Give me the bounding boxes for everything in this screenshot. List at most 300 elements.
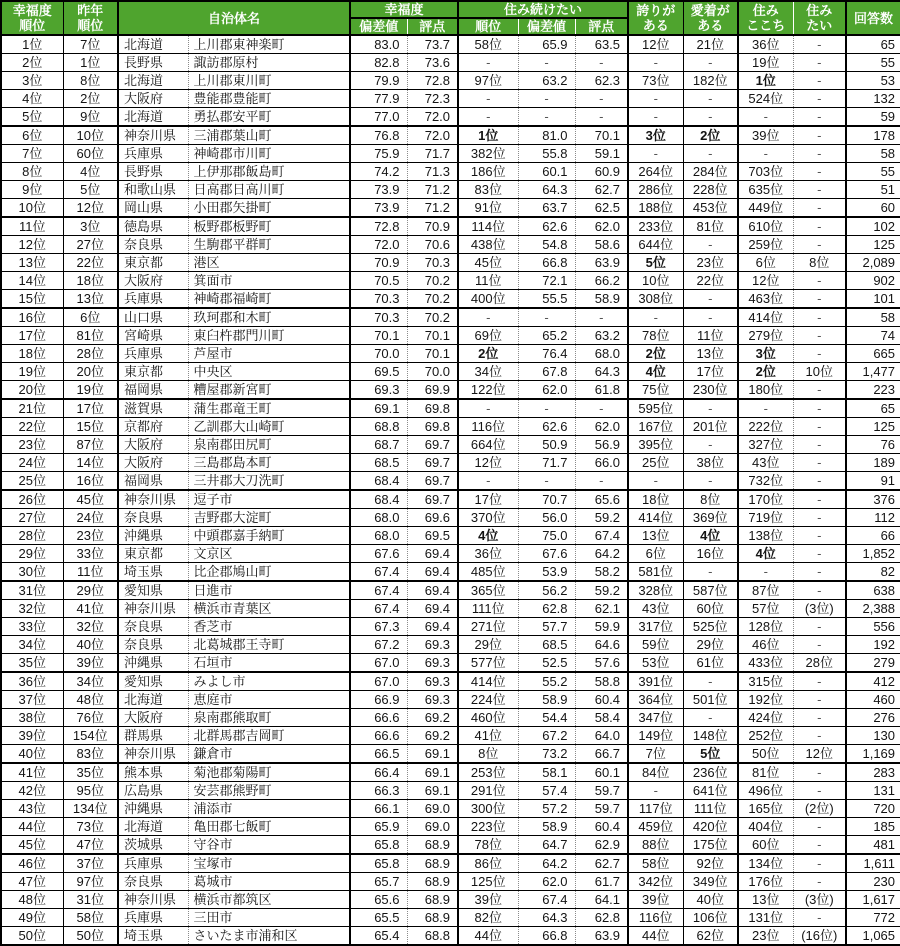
cell: 68.7 <box>350 436 407 454</box>
cell: 32位 <box>1 600 63 618</box>
cell: 68.9 <box>407 909 458 927</box>
cell: 12位 <box>628 35 683 54</box>
cell: 59.7 <box>575 782 628 800</box>
cell: - <box>793 691 846 709</box>
cell: 19位 <box>1 363 63 381</box>
cell: 29位 <box>1 545 63 563</box>
cell: 68.0 <box>350 527 407 545</box>
table-row <box>1 873 900 891</box>
cell: 20位 <box>63 363 118 381</box>
cell: 122位 <box>458 381 518 400</box>
cell: 67.4 <box>350 563 407 582</box>
cell: 29位 <box>458 636 518 654</box>
cell: - <box>793 290 846 309</box>
cell: 97位 <box>458 72 518 90</box>
cell: 滋賀県 <box>118 399 188 418</box>
cell: - <box>518 90 575 108</box>
cell: 45位 <box>458 254 518 272</box>
cell: 58.9 <box>575 290 628 309</box>
cell: 81位 <box>683 217 738 236</box>
cell: 414位 <box>628 509 683 527</box>
cell: 逗子市 <box>188 490 350 509</box>
cell: 188位 <box>628 199 683 218</box>
cell: 71.3 <box>407 163 458 181</box>
cell: 64.7 <box>518 836 575 855</box>
cell: 30位 <box>1 563 63 582</box>
cell: 64.0 <box>575 727 628 745</box>
cell: 菊池郡菊陽町 <box>188 763 350 782</box>
cell: 横浜市都筑区 <box>188 891 350 909</box>
table-row <box>1 745 900 764</box>
cell: 64.2 <box>518 854 575 873</box>
cell: 69.7 <box>407 454 458 472</box>
cell: さいたま市浦和区 <box>188 927 350 946</box>
cell: 10位 <box>1 199 63 218</box>
cell: 291位 <box>458 782 518 800</box>
cell: 58.6 <box>575 236 628 254</box>
cell: 3位 <box>628 126 683 145</box>
cell: 2位 <box>683 126 738 145</box>
cell: 433位 <box>738 654 793 673</box>
cell: 101 <box>846 290 900 309</box>
cell: 49位 <box>1 909 63 927</box>
cell: 63.2 <box>518 72 575 90</box>
cell: 62.6 <box>518 418 575 436</box>
cell: 70.3 <box>350 308 407 327</box>
cell: 69.4 <box>407 563 458 582</box>
cell: 42位 <box>1 782 63 800</box>
cell: 60.1 <box>575 763 628 782</box>
cell: 83位 <box>458 181 518 199</box>
cell: 66.2 <box>575 272 628 290</box>
cell: 55.8 <box>518 145 575 163</box>
cell: 35位 <box>1 654 63 673</box>
cell: 279位 <box>738 327 793 345</box>
cell: 69位 <box>458 327 518 345</box>
cell: 奈良県 <box>118 873 188 891</box>
cell: 亀田郡七飯町 <box>188 818 350 836</box>
cell: - <box>683 472 738 491</box>
cell: 52.5 <box>518 654 575 673</box>
cell: 21位 <box>683 35 738 54</box>
cell: 365位 <box>458 581 518 600</box>
cell: 豊能郡豊能町 <box>188 90 350 108</box>
cell: 9位 <box>1 181 63 199</box>
cell: 67.2 <box>518 727 575 745</box>
cell: 神奈川県 <box>118 126 188 145</box>
cell: 644位 <box>628 236 683 254</box>
cell: 577位 <box>458 654 518 673</box>
header-sumi-deviation: 偏差値 <box>518 18 575 35</box>
cell: - <box>628 54 683 72</box>
cell: 69.7 <box>407 436 458 454</box>
cell: 68.8 <box>350 418 407 436</box>
cell: 69.1 <box>407 745 458 764</box>
cell: 69.2 <box>407 727 458 745</box>
cell: 横浜市青葉区 <box>188 600 350 618</box>
table-row <box>1 581 900 600</box>
cell: 宝塚市 <box>188 854 350 873</box>
cell: みよし市 <box>188 672 350 691</box>
cell: 12位 <box>1 236 63 254</box>
cell: 69.4 <box>407 581 458 600</box>
cell: 66.6 <box>350 709 407 727</box>
header-sumi-rank: 順位 <box>458 18 518 35</box>
table-row <box>1 454 900 472</box>
cell: 11位 <box>683 327 738 345</box>
cell: 兵庫県 <box>118 909 188 927</box>
table-row <box>1 818 900 836</box>
cell: - <box>793 454 846 472</box>
cell: - <box>793 818 846 836</box>
table-row <box>1 418 900 436</box>
cell: 67.4 <box>350 581 407 600</box>
cell: 131 <box>846 782 900 800</box>
cell: 37位 <box>63 854 118 873</box>
table-row <box>1 108 900 127</box>
cell: 京都府 <box>118 418 188 436</box>
cell: 43位 <box>738 454 793 472</box>
cell: - <box>793 709 846 727</box>
cell: 70.3 <box>350 290 407 309</box>
cell: 610位 <box>738 217 793 236</box>
cell: - <box>793 782 846 800</box>
cell: 63.9 <box>575 927 628 946</box>
cell: - <box>683 236 738 254</box>
cell: 日高郡日高川町 <box>188 181 350 199</box>
cell: 327位 <box>738 436 793 454</box>
cell: 128位 <box>738 618 793 636</box>
cell: 糟屋郡新宮町 <box>188 381 350 400</box>
cell: 48位 <box>1 891 63 909</box>
cell: 283 <box>846 763 900 782</box>
cell: 308位 <box>628 290 683 309</box>
cell: 370位 <box>458 509 518 527</box>
cell: 2,089 <box>846 254 900 272</box>
cell: 62.7 <box>575 854 628 873</box>
cell: 泉南郡熊取町 <box>188 709 350 727</box>
cell: - <box>793 308 846 327</box>
cell: 64.2 <box>575 545 628 563</box>
header-last-year-rank: 昨年 順位 <box>63 1 118 35</box>
cell: 62.7 <box>575 181 628 199</box>
cell: 60.9 <box>575 163 628 181</box>
cell: 1,611 <box>846 854 900 873</box>
cell: 65.6 <box>575 490 628 509</box>
cell: - <box>683 290 738 309</box>
cell: 大阪府 <box>118 90 188 108</box>
cell: 三浦郡葉山町 <box>188 126 350 145</box>
cell: 38位 <box>1 709 63 727</box>
cell: - <box>628 308 683 327</box>
cell: 大阪府 <box>118 709 188 727</box>
cell: - <box>575 90 628 108</box>
cell: 66.8 <box>518 927 575 946</box>
cell: 埼玉県 <box>118 563 188 582</box>
cell: 32位 <box>63 618 118 636</box>
cell: 70.0 <box>350 345 407 363</box>
cell: 66.5 <box>350 745 407 764</box>
cell: - <box>793 763 846 782</box>
cell: 414位 <box>738 308 793 327</box>
cell: 46位 <box>1 854 63 873</box>
cell: 39位 <box>458 891 518 909</box>
cell: 74.2 <box>350 163 407 181</box>
cell: 60.4 <box>575 691 628 709</box>
cell: 4位 <box>1 90 63 108</box>
cell: 63.2 <box>575 327 628 345</box>
cell: 港区 <box>188 254 350 272</box>
cell: 50位 <box>738 745 793 764</box>
cell: - <box>793 199 846 218</box>
cell: 58.9 <box>518 691 575 709</box>
cell: 73.9 <box>350 199 407 218</box>
cell: 82位 <box>458 909 518 927</box>
cell: 83.0 <box>350 35 407 54</box>
cell: 2位 <box>628 345 683 363</box>
cell: 524位 <box>738 90 793 108</box>
table-row <box>1 399 900 418</box>
cell: 62.0 <box>518 873 575 891</box>
cell: 53.9 <box>518 563 575 582</box>
cell: 236位 <box>683 763 738 782</box>
cell: 58 <box>846 145 900 163</box>
cell: 732位 <box>738 472 793 491</box>
cell: 広島県 <box>118 782 188 800</box>
cell: - <box>793 163 846 181</box>
cell: - <box>518 472 575 491</box>
cell: 902 <box>846 272 900 290</box>
cell: - <box>575 54 628 72</box>
table-row <box>1 691 900 709</box>
cell: 114位 <box>458 217 518 236</box>
cell: 23位 <box>1 436 63 454</box>
cell: 131位 <box>738 909 793 927</box>
cell: 264位 <box>628 163 683 181</box>
cell: 271位 <box>458 618 518 636</box>
cell: 70.3 <box>407 254 458 272</box>
cell: 12位 <box>738 272 793 290</box>
cell: 44位 <box>458 927 518 946</box>
cell: 453位 <box>683 199 738 218</box>
cell: 62.3 <box>575 72 628 90</box>
cell: 58.4 <box>575 709 628 727</box>
table-row <box>1 600 900 618</box>
cell: 424位 <box>738 709 793 727</box>
cell: 6位 <box>63 308 118 327</box>
cell: 70.6 <box>407 236 458 254</box>
cell: 382位 <box>458 145 518 163</box>
cell: - <box>793 618 846 636</box>
cell: 66.3 <box>350 782 407 800</box>
cell: 上伊那郡飯島町 <box>188 163 350 181</box>
cell: 上川郡東神楽町 <box>188 35 350 54</box>
cell: 638 <box>846 581 900 600</box>
cell: 69.4 <box>407 618 458 636</box>
cell: - <box>793 636 846 654</box>
cell: 36位 <box>1 672 63 691</box>
cell: 10位 <box>793 363 846 381</box>
cell: 1位 <box>1 35 63 54</box>
cell: 29位 <box>63 581 118 600</box>
cell: 69.3 <box>407 672 458 691</box>
cell: 板野郡板野町 <box>188 217 350 236</box>
cell: 中頭郡嘉手納町 <box>188 527 350 545</box>
cell: 91位 <box>458 199 518 218</box>
cell: 772 <box>846 909 900 927</box>
cell: 奈良県 <box>118 236 188 254</box>
cell: 吉野郡大淀町 <box>188 509 350 527</box>
cell: 400位 <box>458 290 518 309</box>
cell: 北海道 <box>118 818 188 836</box>
cell: - <box>793 836 846 855</box>
cell: - <box>683 145 738 163</box>
cell: 72.0 <box>407 108 458 127</box>
table-row <box>1 181 900 199</box>
cell: 16位 <box>1 308 63 327</box>
cell: - <box>683 563 738 582</box>
header-sumitai: 住み たい <box>793 1 846 35</box>
cell: 59.2 <box>575 509 628 527</box>
cell: - <box>628 782 683 800</box>
cell: 67.6 <box>518 545 575 563</box>
cell: 熊本県 <box>118 763 188 782</box>
cell: 79.9 <box>350 72 407 90</box>
cell: 69.0 <box>407 818 458 836</box>
cell: 86位 <box>458 854 518 873</box>
table-row <box>1 254 900 272</box>
header-happiness-score: 評点 <box>407 18 458 35</box>
cell: 葛城市 <box>188 873 350 891</box>
header-municipality: 自治体名 <box>118 1 350 35</box>
cell: 369位 <box>683 509 738 527</box>
cell: 149位 <box>628 727 683 745</box>
cell: 315位 <box>738 672 793 691</box>
table-row <box>1 800 900 818</box>
cell: 460位 <box>458 709 518 727</box>
cell: 665 <box>846 345 900 363</box>
cell: 2位 <box>1 54 63 72</box>
cell: - <box>458 472 518 491</box>
cell: - <box>683 308 738 327</box>
cell: 438位 <box>458 236 518 254</box>
cell: 189 <box>846 454 900 472</box>
cell: 67.4 <box>350 600 407 618</box>
cell: - <box>793 90 846 108</box>
cell: 300位 <box>458 800 518 818</box>
cell: 玖珂郡和木町 <box>188 308 350 327</box>
cell: 284位 <box>683 163 738 181</box>
cell: 62.5 <box>575 199 628 218</box>
cell: 61.8 <box>575 381 628 400</box>
cell: 勇払郡安平町 <box>188 108 350 127</box>
header-kaitosu: 回答数 <box>846 1 900 35</box>
cell: 石垣市 <box>188 654 350 673</box>
cell: 65.8 <box>350 854 407 873</box>
cell: (3位) <box>793 891 846 909</box>
cell: 14位 <box>63 454 118 472</box>
cell: 45位 <box>1 836 63 855</box>
cell: 77.9 <box>350 90 407 108</box>
cell: 63.7 <box>518 199 575 218</box>
cell: 66.0 <box>575 454 628 472</box>
cell: 496位 <box>738 782 793 800</box>
cell: 14位 <box>1 272 63 290</box>
cell: 460 <box>846 691 900 709</box>
cell: 60位 <box>63 145 118 163</box>
cell: 諏訪郡原村 <box>188 54 350 72</box>
cell: 65.4 <box>350 927 407 946</box>
cell: (3位) <box>793 600 846 618</box>
cell: - <box>793 54 846 72</box>
cell: 47位 <box>63 836 118 855</box>
cell: - <box>793 563 846 582</box>
cell: 78位 <box>458 836 518 855</box>
cell: 182位 <box>683 72 738 90</box>
cell: 4位 <box>628 363 683 381</box>
table-row <box>1 145 900 163</box>
cell: 5位 <box>1 108 63 127</box>
cell: 19位 <box>63 381 118 400</box>
table-row <box>1 472 900 491</box>
cell: 175位 <box>683 836 738 855</box>
cell: 28位 <box>1 527 63 545</box>
cell: 1,852 <box>846 545 900 563</box>
cell: 70.1 <box>575 126 628 145</box>
cell: 56.9 <box>575 436 628 454</box>
cell: 56.2 <box>518 581 575 600</box>
cell: 65.9 <box>518 35 575 54</box>
cell: 37位 <box>1 691 63 709</box>
cell: - <box>793 418 846 436</box>
cell: - <box>738 563 793 582</box>
cell: 82.8 <box>350 54 407 72</box>
cell: 73位 <box>63 818 118 836</box>
cell: 67.0 <box>350 672 407 691</box>
table-row <box>1 272 900 290</box>
cell: 4位 <box>63 163 118 181</box>
cell: 2位 <box>63 90 118 108</box>
cell: 65.9 <box>350 818 407 836</box>
cell: 三井郡大刀洗町 <box>188 472 350 491</box>
cell: 福岡県 <box>118 381 188 400</box>
cell: - <box>683 108 738 127</box>
cell: - <box>628 145 683 163</box>
cell: 4位 <box>738 545 793 563</box>
cell: 57.6 <box>575 654 628 673</box>
cell: 720 <box>846 800 900 818</box>
cell: 埼玉県 <box>118 927 188 946</box>
table-row <box>1 654 900 673</box>
cell: 70.1 <box>407 345 458 363</box>
table-row <box>1 618 900 636</box>
table-row <box>1 763 900 782</box>
cell: 17位 <box>63 399 118 418</box>
cell: 404位 <box>738 818 793 836</box>
cell: - <box>683 54 738 72</box>
table-header <box>1 1 900 35</box>
cell: 70.0 <box>407 363 458 381</box>
cell: 66.6 <box>350 727 407 745</box>
cell: 192 <box>846 636 900 654</box>
cell: 69.8 <box>407 399 458 418</box>
table-row <box>1 727 900 745</box>
cell: 兵庫県 <box>118 854 188 873</box>
cell: 東京都 <box>118 254 188 272</box>
cell: 253位 <box>458 763 518 782</box>
cell: 69.6 <box>407 509 458 527</box>
cell: 60位 <box>683 600 738 618</box>
